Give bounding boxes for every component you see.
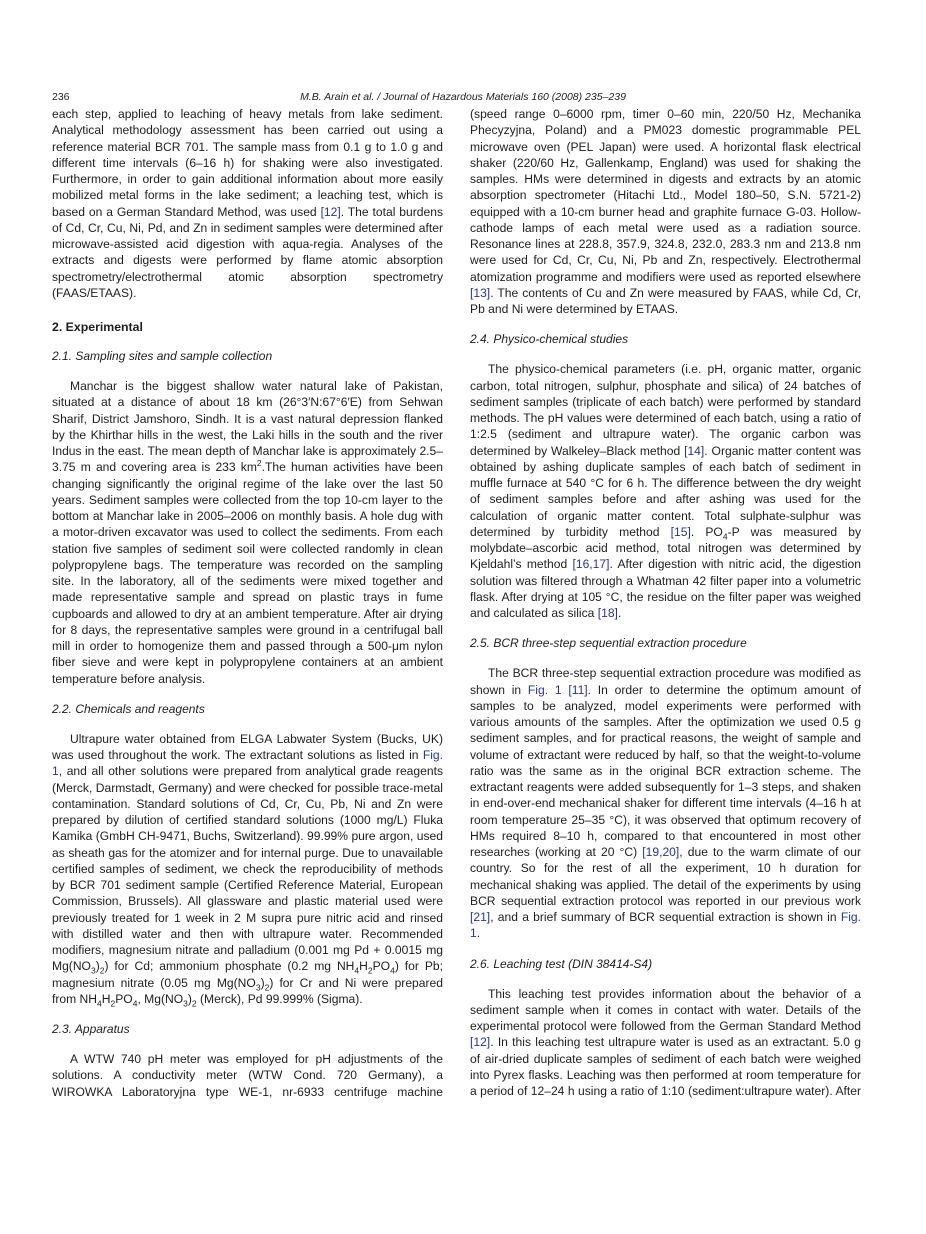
body-text: . In order to determine the optimum amount of samples to be analyzed, model experiments were performed with various amounts of the samples. After the optimization we used 0.5 g sediment samples, and for practical reasons, the weight of sample and volume of extractant were reduced by half, so that the weight-to-volume ratio was the same as in the original BCR extraction scheme. The extractant reagents were added subsequently for 1–3 steps, and shaken in end-over-end mechanical shaker for different time intervals (4–16 h at room temperature 25–35 °C), it was observed that optimum recovery of HMs required 8–10 h, compared to that encountered in most other researches (working at 20 °C) bbox=[470, 682, 861, 859]
body-text: . bbox=[476, 926, 481, 941]
leaching-paragraph bbox=[470, 986, 861, 1100]
subscript-text: 4 bbox=[722, 531, 728, 542]
body-text: , due to the warm climate of our country. So for the rest of all the experiment, 10 h duration for mechanical shaking was applied. The detail of the experiments by using BCR sequential extraction protocol was reported in our previous work bbox=[470, 845, 861, 908]
subscript-text: 4 bbox=[132, 998, 138, 1009]
citation-link[interactable]: [18] bbox=[597, 606, 618, 620]
body-text: A WTW 740 pH meter was employed for pH adjustments of the solutions. A conductivity meter (WTW Cond. 720 Germany), a WIROWKA Laboratoryjna type WE-1, nr-6933 centrifuge machine bbox=[52, 1052, 443, 1099]
body-text: Manchar is the biggest shallow water natural lake of Pakistan, situated at a distance of about 18 km (26°3′N:67°6′E) from Sehwan Sharif, District Jamshoro, Sindh. It is a vast natural depression flanked by the Khirthar hills in the west, the Laki hills in the south and the river Indus in the east. The mean depth of Manchar lake is approximately 2.5–3.75 m and covering area is 233 km bbox=[52, 379, 443, 475]
body-text: (speed range 0–6000 rpm, timer 0–60 min, 220/50 Hz, Mechanika Phecyzyjna, Poland) and a PM023 domestic programmable PEL microwave oven (PEL Japan) were used. A horizontal flask electrical shaker (220/60 Hz, Gallenkamp, England) was used for shaking the samples. HMs were determined in digests and extracts by an atomic absorption spectrometer (Hitachi Ltd., Model 180–50, S.N. 5721-2) equipped with a 10-cm burner head and graphite furnace G-03. Hollow-cathode lamps of each metal were used as a radiation source. Resonance lines at 228.8, 357.9, 324.8, 232.0, 283.3 nm and 213.8 nm were used for Cd, Cr, Cu, Ni, Pb and Zn, respectively. Electrothermal atomization programme and modifiers were used as reported elsewhere bbox=[470, 107, 861, 284]
body-text: ) bbox=[95, 959, 100, 974]
citation-link[interactable]: [12] bbox=[320, 204, 341, 219]
body-text: each step, applied to leaching of heavy metals from lake sediment. Analytical methodology assessment has been carried out using a reference material BCR 701. The sample mass from 0.1 g to 1.0 g and different time intervals (6–16 h) for shaking were also investigated. Furthermore, in order to gain additional information about more easily mobilized metal forms in the lake sediment; a leaching test, which is based on a German Standard Method, was used bbox=[52, 107, 443, 219]
citation-link[interactable]: [14] bbox=[684, 443, 705, 458]
citation-link[interactable]: [21] bbox=[470, 910, 491, 924]
citation-link[interactable]: Fig. 1 bbox=[527, 682, 562, 697]
citation-link[interactable]: [15] bbox=[670, 524, 691, 539]
body-text: (Merck), Pd 99.999% (Sigma). bbox=[196, 991, 363, 1006]
journal-running-header: M.B. Arain et al. / Journal of Hazardous Materials 160 (2008) 235–239 bbox=[300, 91, 626, 103]
subsection-heading-leaching: 2.6. Leaching test (DIN 38414-S4) bbox=[470, 956, 653, 971]
body-text: ) for Cd; ammonium phosphate (0.2 mg NH bbox=[104, 959, 355, 974]
body-text: . bbox=[617, 606, 622, 620]
body-text: PO bbox=[115, 991, 133, 1006]
subscript-text: 3 bbox=[183, 998, 188, 1009]
right-column bbox=[470, 106, 861, 1099]
body-text: , and all other solutions were prepared from analytical grade reagents (Merck, Darmstadt, Germany) and were checked for possible trace-metal contamination. Standard solutions of Cd, Cr, Cu, Pb, Ni and Zn were prepared by dilution of certified standard solutions (1000 mg/L) Fluka Kamika (GmbH CH-9471, Buchs, Switzerland). 99.99% pure argon, used as sheath gas for the atomizer and for internal purge. Due to unavailable certified samples of sediment, we check the reproducibility of methods by BCR 701 sediment sample (Certified Reference Material, European Commission, Brussels). All glassware and plastic material used were previously treated for 1 week in 2 M supra pure nitric acid and rinsed with distilled water and then with ultrapure water. Recommended modifiers, magnesium nitrate and palladium (0.001 mg Pd + 0.0015 mg Mg(NO bbox=[52, 764, 443, 974]
left-column bbox=[52, 106, 443, 1100]
subscript-text: 2 bbox=[110, 998, 116, 1009]
apparatus-paragraph-start bbox=[52, 1051, 443, 1100]
subsection-heading-chemicals: 2.2. Chemicals and reagents bbox=[52, 701, 205, 716]
body-text: The physico-chemical parameters (i.e. pH, organic matter, organic carbon, total nitrogen, sulphur, phosphate and silica) of 24 batches of sediment samples (triplicate of each batch) were performed by standard methods. The pH values were determined of each batch, using a ratio of 1:2.5 (sediment and ultrapure water). The organic carbon was determined by Walkeley–Black method bbox=[470, 362, 861, 458]
body-text: , Mg(NO bbox=[137, 991, 184, 1006]
body-text: . After digestion with nitric acid, the digestion solution was filtered through a Whatman 42 filter paper into a volumetric flask. After drying at 105 °C, the residue on the filter paper was weighed and calculated as silica bbox=[470, 557, 861, 620]
body-text: PO bbox=[372, 959, 391, 974]
body-text: ) for Pb; magnesium nitrate (0.05 mg Mg(NO bbox=[52, 959, 443, 990]
subscript-text: 4 bbox=[390, 965, 395, 976]
subsection-heading-sampling: 2.1. Sampling sites and sample collection bbox=[52, 349, 273, 363]
subscript-text: 2 bbox=[99, 965, 105, 976]
subsection-heading-apparatus: 2.3. Apparatus bbox=[52, 1022, 130, 1036]
subscript-text: 4 bbox=[97, 998, 102, 1009]
sampling-paragraph bbox=[52, 378, 443, 687]
body-text: H bbox=[359, 959, 368, 974]
subscript-text: 3 bbox=[255, 981, 261, 992]
page-number: 236 bbox=[52, 91, 70, 103]
subscript-text: 2 bbox=[264, 981, 270, 992]
supscript-text: 2 bbox=[256, 458, 262, 469]
subsection-heading-physico-chemical: 2.4. Physico-chemical studies bbox=[470, 332, 629, 347]
citation-link[interactable]: [13] bbox=[470, 285, 491, 300]
body-text: . In this leaching test ultrapure water is used as an extractant. 5.0 g of air-dried duplicate samples of sediment of each batch were weighed into Pyrex flasks. Leaching was then performed at room temperature for a period of 12–24 h using a ratio of 1:10 (sediment:ultrapure water). After bbox=[470, 1035, 861, 1098]
body-text: . PO bbox=[690, 524, 723, 539]
citation-link[interactable]: Fig. 1 bbox=[470, 910, 861, 941]
subscript-text: 2 bbox=[191, 998, 197, 1009]
bcr-paragraph bbox=[470, 665, 861, 941]
body-text: . The contents of Cu and Zn were measured by FAAS, while Cd, Cr, Pb and Ni were determined by ETAAS. bbox=[470, 285, 861, 316]
citation-link[interactable]: [11] bbox=[568, 682, 588, 697]
subscript-text: 4 bbox=[354, 965, 360, 976]
body-text: . The total burdens of Cd, Cr, Cu, Ni, Pd, and Zn in sediment samples were determined after microwave-assisted acid digestion with aqua-regia. Analyses of the extracts and digests were performed by flame atomic absorption spectrometry/electrothermal atomic absorption spectrometry (FAAS/ETAAS). bbox=[52, 204, 444, 300]
body-text: -P was measured by molybdate–ascorbic acid method, total nitrogen was determined by Kjeldahl’s method bbox=[470, 524, 862, 572]
citation-link[interactable]: [16,17] bbox=[572, 557, 610, 572]
body-text: , and a brief summary of BCR sequential extraction is shown in bbox=[490, 910, 841, 924]
body-text: ) for Cr and Ni were prepared from NH bbox=[52, 975, 443, 1006]
body-text: Ultrapure water obtained from ELGA Labwater System (Bucks, UK) was used throughout the work. The extractant solutions as listed in bbox=[52, 731, 443, 762]
subsection-heading-bcr: 2.5. BCR three-step sequential extraction procedure bbox=[470, 636, 747, 651]
body-text: .The human activities have been changing significantly the original regime of the lake over the last 50 years. Sediment samples were collected from the top 10-cm layer to the bottom at Manchar lake in 2005–2006 on monthly basis. A hole dug with a motor-driven excavator was used to collect the sediments. From each station five samples of sediment soil were collected randomly in clean polypropylene bags. The temperature was recorded on the sampling site. In the laboratory, all of the sediments were mixed together and made representative sample and spread on plastic trays in fume cupboards and allowed to dry at an ambient temperature. After air drying for 8 days, the representative samples were ground in a centrifugal ball mill in order to homogenize them and passed through a 500-μm nylon fiber sieve and were kept in polypropylene containers at an ambient temperature before analysis. bbox=[52, 460, 444, 686]
intro-paragraph-end bbox=[52, 106, 443, 301]
body-text: The BCR three-step sequential extraction procedure was modified as shown in bbox=[470, 666, 861, 697]
section-heading-experimental: 2. Experimental bbox=[52, 320, 143, 334]
body-text: H bbox=[101, 991, 111, 1006]
apparatus-paragraph-continued bbox=[470, 106, 861, 317]
subscript-text: 3 bbox=[90, 965, 96, 976]
body-text: . Organic matter content was obtained by ashing duplicate samples of each batch of sediment in muffle furnace at 540 °C for 6 h. The difference between the dry weight of sediment samples before and after ashing was used for the calculation of organic matter content. Total sulphate-sulphur was determined by turbidity method bbox=[470, 443, 861, 539]
citation-link[interactable]: [12] bbox=[470, 1035, 491, 1050]
chemicals-paragraph bbox=[52, 731, 443, 1007]
citation-link[interactable]: [19,20] bbox=[642, 845, 680, 859]
body-text: ) bbox=[187, 991, 192, 1006]
body-text: This leaching test provides information about the behavior of a sediment sample when it comes in contact with water. Details of the experimental protocol were followed from the German Standard Method bbox=[470, 986, 861, 1033]
physico-chemical-paragraph bbox=[470, 361, 861, 621]
citation-link[interactable]: Fig. 1 bbox=[52, 748, 443, 779]
body-text: ) bbox=[260, 975, 265, 990]
subscript-text: 2 bbox=[367, 965, 373, 976]
